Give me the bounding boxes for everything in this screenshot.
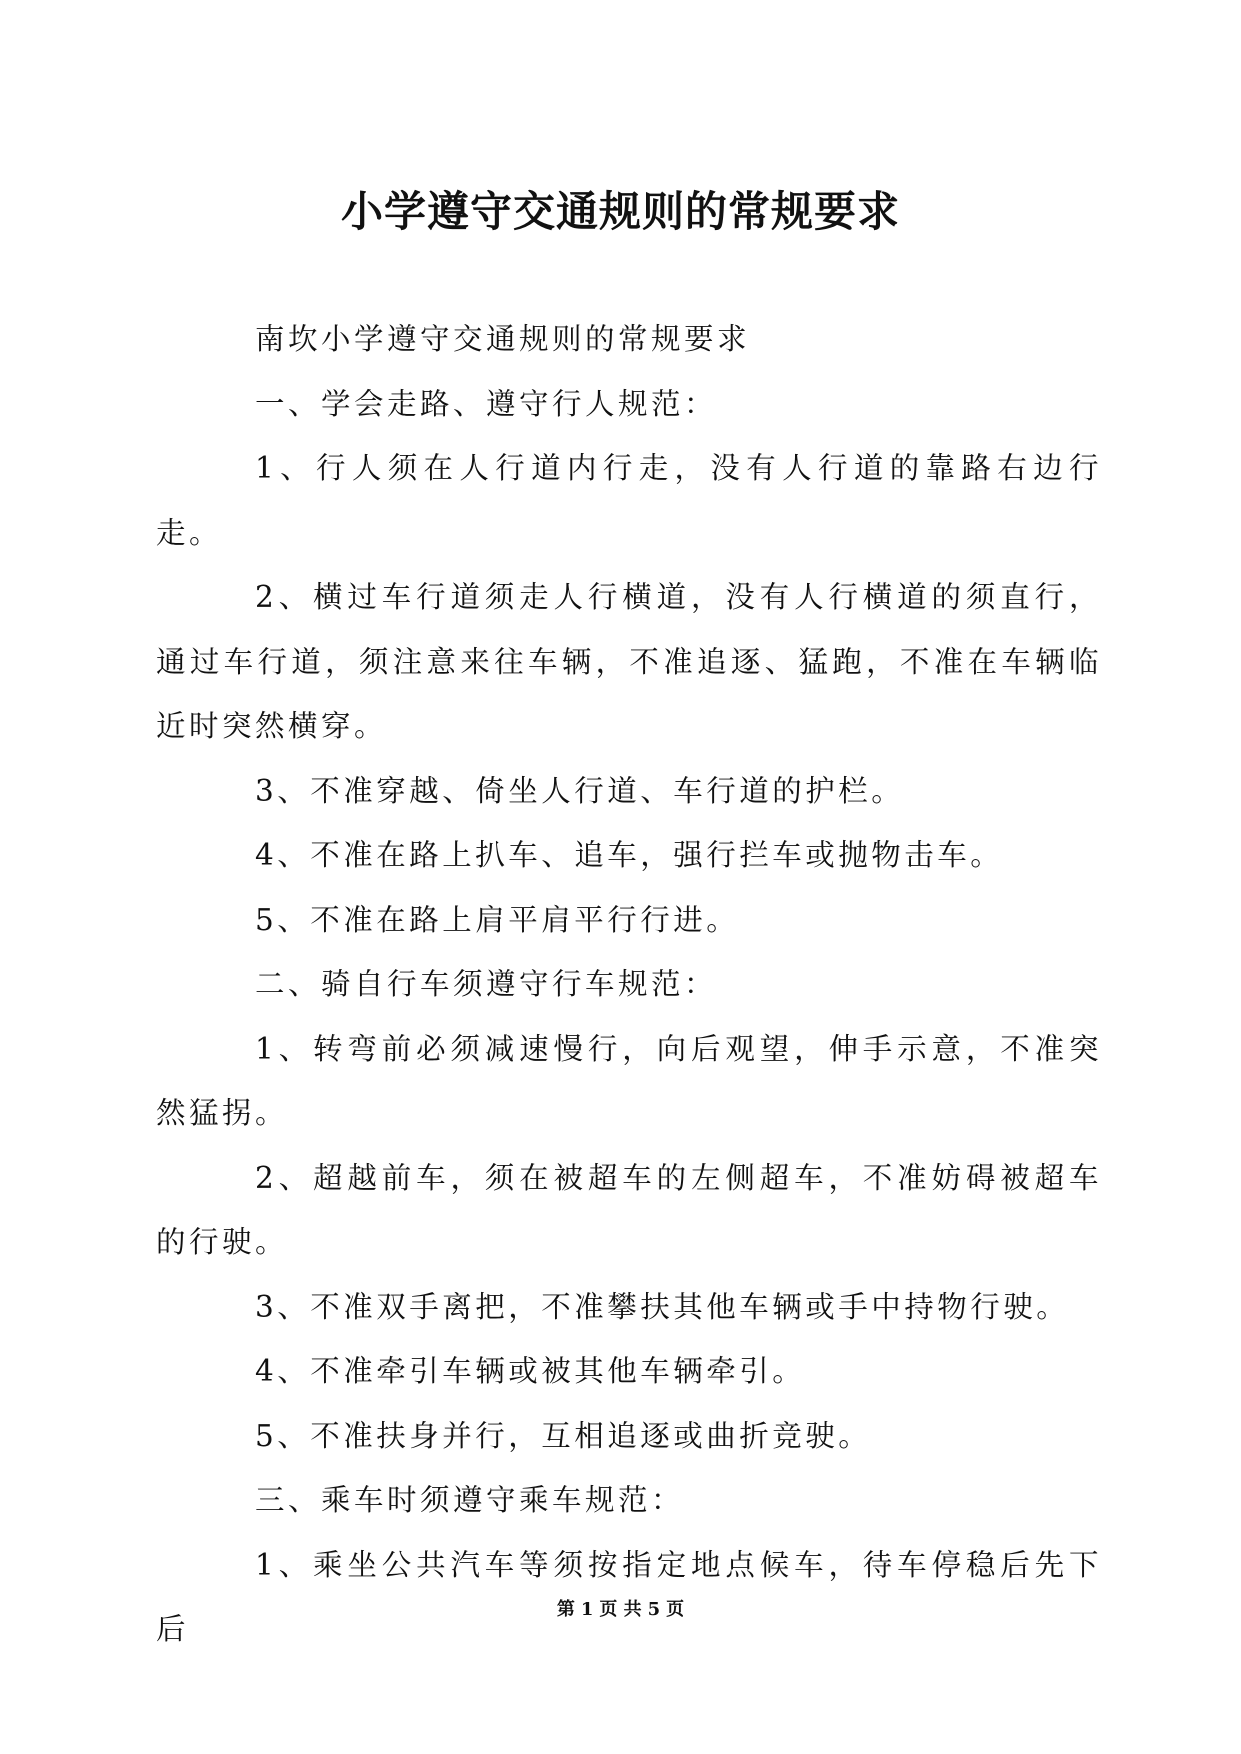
paragraph-school-heading: 南坎小学遵守交通规则的常规要求 [255,322,751,356]
paragraph-pedestrian-rule-4: 4、不准在路上扒车、追车，强行拦车或抛物击车。 [255,838,1004,872]
section-heading-passenger: 三、乘车时须遵守乘车规范： [255,1483,685,1517]
footer-middle: 页 共 [599,1599,642,1620]
paragraph-bicycle-rule-4: 4、不准牵引车辆或被其他车辆牵引。 [255,1354,806,1388]
paragraph-pedestrian-rule-1: 1、行人须在人行道内行走，没有人行道的靠路右边行走。 [156,451,1102,550]
paragraph-pedestrian-rule-3: 3、不准穿越、倚坐人行道、车行道的护栏。 [255,773,905,808]
section-heading-pedestrian: 一、学会走路、遵守行人规范： [255,386,718,421]
paragraph-pedestrian-rule-2: 2、横过车行道须走人行横道，没有人行横道的须直行，通过车行道，须注意来往车辆，不准追逐、猛跑，不准在车辆临近时突然横穿。 [156,580,1102,743]
footer-prefix: 第 [556,1599,575,1620]
paragraph-passenger-rule-1: 1、乘坐公共汽车等须按指定地点候车，待车停稳后先下后 [156,1547,1102,1646]
paragraph-bicycle-rule-1: 1、转弯前必须减速慢行，向后观望，伸手示意，不准突然猛拐。 [156,1031,1102,1130]
section-heading-bicycle: 二、骑自行车须遵守行车规范： [255,967,718,1001]
paragraph-bicycle-rule-5: 5、不准扶身并行，互相追逐或曲折竞驶。 [255,1418,872,1453]
paragraph-pedestrian-rule-5: 5、不准在路上肩平肩平行行进。 [255,902,740,937]
paragraph-bicycle-rule-2: 2、超越前车，须在被超车的左侧超车，不准妨碍被超车的行驶。 [156,1160,1102,1259]
document-body [156,307,1102,1662]
footer-suffix: 页 [666,1599,685,1620]
footer-total-pages: 5 [647,1599,661,1620]
footer-page-number: 1 [580,1599,594,1620]
document-title: 小学遵守交通规则的常规要求 [340,187,900,236]
paragraph-bicycle-rule-3: 3、不准双手离把，不准攀扶其他车辆或手中持物行驶。 [255,1289,1070,1324]
page-footer [0,1598,1241,1622]
